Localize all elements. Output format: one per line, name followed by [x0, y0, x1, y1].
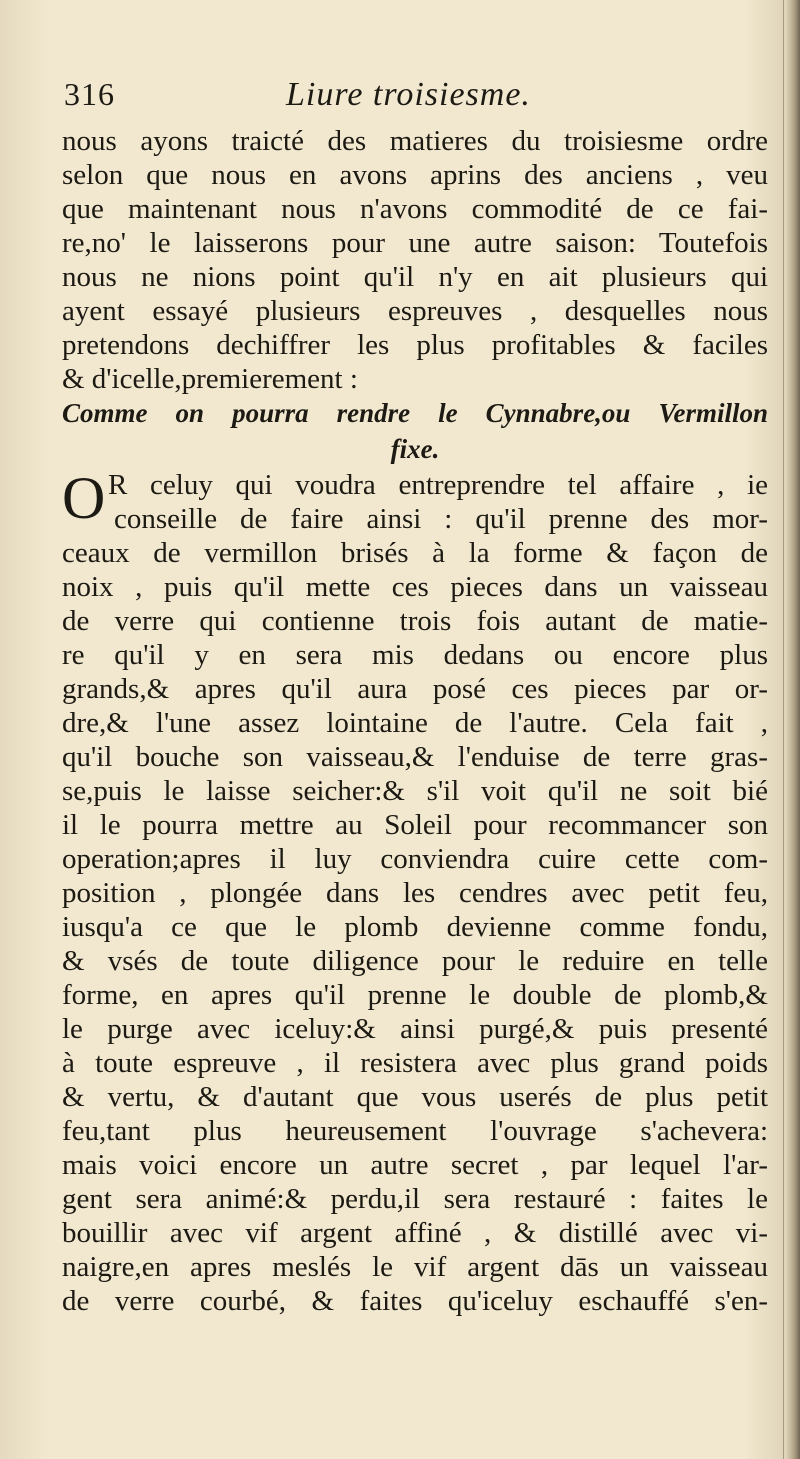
drop-initial: O	[62, 465, 106, 531]
text-line: conseille de faire ainsi : qu'il prenne des mor-	[114, 503, 768, 535]
page-edge-shadow	[786, 0, 800, 1459]
text-line: gent sera animé:& perdu,il sera restauré : faites le	[62, 1183, 768, 1215]
paragraph-recipe	[62, 465, 768, 1318]
body-text	[62, 124, 768, 1318]
heading-line: Comme on pourra rendre le Cynnabre,ou Vermillon	[62, 398, 768, 428]
text-line: forme, en apres qu'il prenne le double de plomb,&	[62, 979, 768, 1011]
text-line: & vertu, & d'autant que vous userés de plus petit	[62, 1081, 768, 1113]
running-title: Liure troisiesme.	[286, 76, 531, 113]
heading-line: fixe.	[390, 434, 440, 464]
text-line: selon que nous en avons aprins des anciens , veu	[62, 159, 768, 191]
text-line: naigre,en apres meslés le vif argent dās un vaisseau	[62, 1251, 768, 1283]
text-line: R celuy qui voudra entreprendre tel affaire , ie	[108, 469, 768, 501]
text-line: iusqu'a ce que le plomb devienne comme fondu,	[62, 911, 768, 943]
text-line: ceaux de vermillon brisés à la forme & façon de	[62, 537, 768, 569]
text-line: de verre courbé, & faites qu'iceluy eschauffé s'en-	[62, 1285, 768, 1317]
page-header	[64, 76, 768, 116]
text-line: nous ayons traicté des matieres du troisiesme ordre	[62, 125, 768, 157]
text-line: noix , puis qu'il mette ces pieces dans un vaisseau	[62, 571, 768, 603]
text-line: pretendons dechiffrer les plus profitables & faciles	[62, 329, 768, 361]
section-heading	[62, 396, 768, 468]
text-line: re qu'il y en sera mis dedans ou encore plus	[62, 639, 768, 671]
text-line: bouillir avec vif argent affiné , & distillé avec vi-	[62, 1217, 768, 1249]
drop-cap-block	[62, 465, 768, 536]
text-line: dre,& l'une assez lointaine de l'autre. Cela fait ,	[62, 707, 768, 739]
text-line: feu,tant plus heureusement l'ouvrage s'achevera:	[62, 1115, 768, 1147]
page-number: 316	[64, 76, 115, 112]
text-line: nous ne nions point qu'il n'y en ait plusieurs qui	[62, 261, 768, 293]
text-line: à toute espreuve , il resistera avec plus grand poids	[62, 1047, 768, 1079]
text-line: grands,& apres qu'il aura posé ces pieces par or-	[62, 673, 768, 705]
text-line: operation;apres il luy conviendra cuire cette com-	[62, 843, 768, 875]
text-line: le purge avec iceluy:& ainsi purgé,& puis presenté	[62, 1013, 768, 1045]
text-line: se,puis le laisse seicher:& s'il voit qu'il ne soit bié	[62, 775, 768, 807]
text-line: re,no' le laisserons pour une autre saison: Toutefois	[62, 227, 768, 259]
page-edge-line	[783, 0, 784, 1459]
text-line: que maintenant nous n'avons commodité de ce fai-	[62, 193, 768, 225]
text-line: mais voici encore un autre secret , par lequel l'ar-	[62, 1149, 768, 1181]
text-line: position , plongée dans les cendres avec petit feu,	[62, 877, 768, 909]
text-line: qu'il bouche son vaisseau,& l'enduise de terre gras-	[62, 741, 768, 773]
text-line: & vsés de toute diligence pour le reduire en telle	[62, 945, 768, 977]
paragraph-intro	[62, 124, 768, 396]
text-line: de verre qui contienne trois fois autant de matie-	[62, 605, 768, 637]
text-line: il le pourra mettre au Soleil pour recommancer son	[62, 809, 768, 841]
text-line: & d'icelle,premierement :	[62, 363, 358, 395]
text-line: ayent essayé plusieurs espreuves , desquelles nous	[62, 295, 768, 327]
